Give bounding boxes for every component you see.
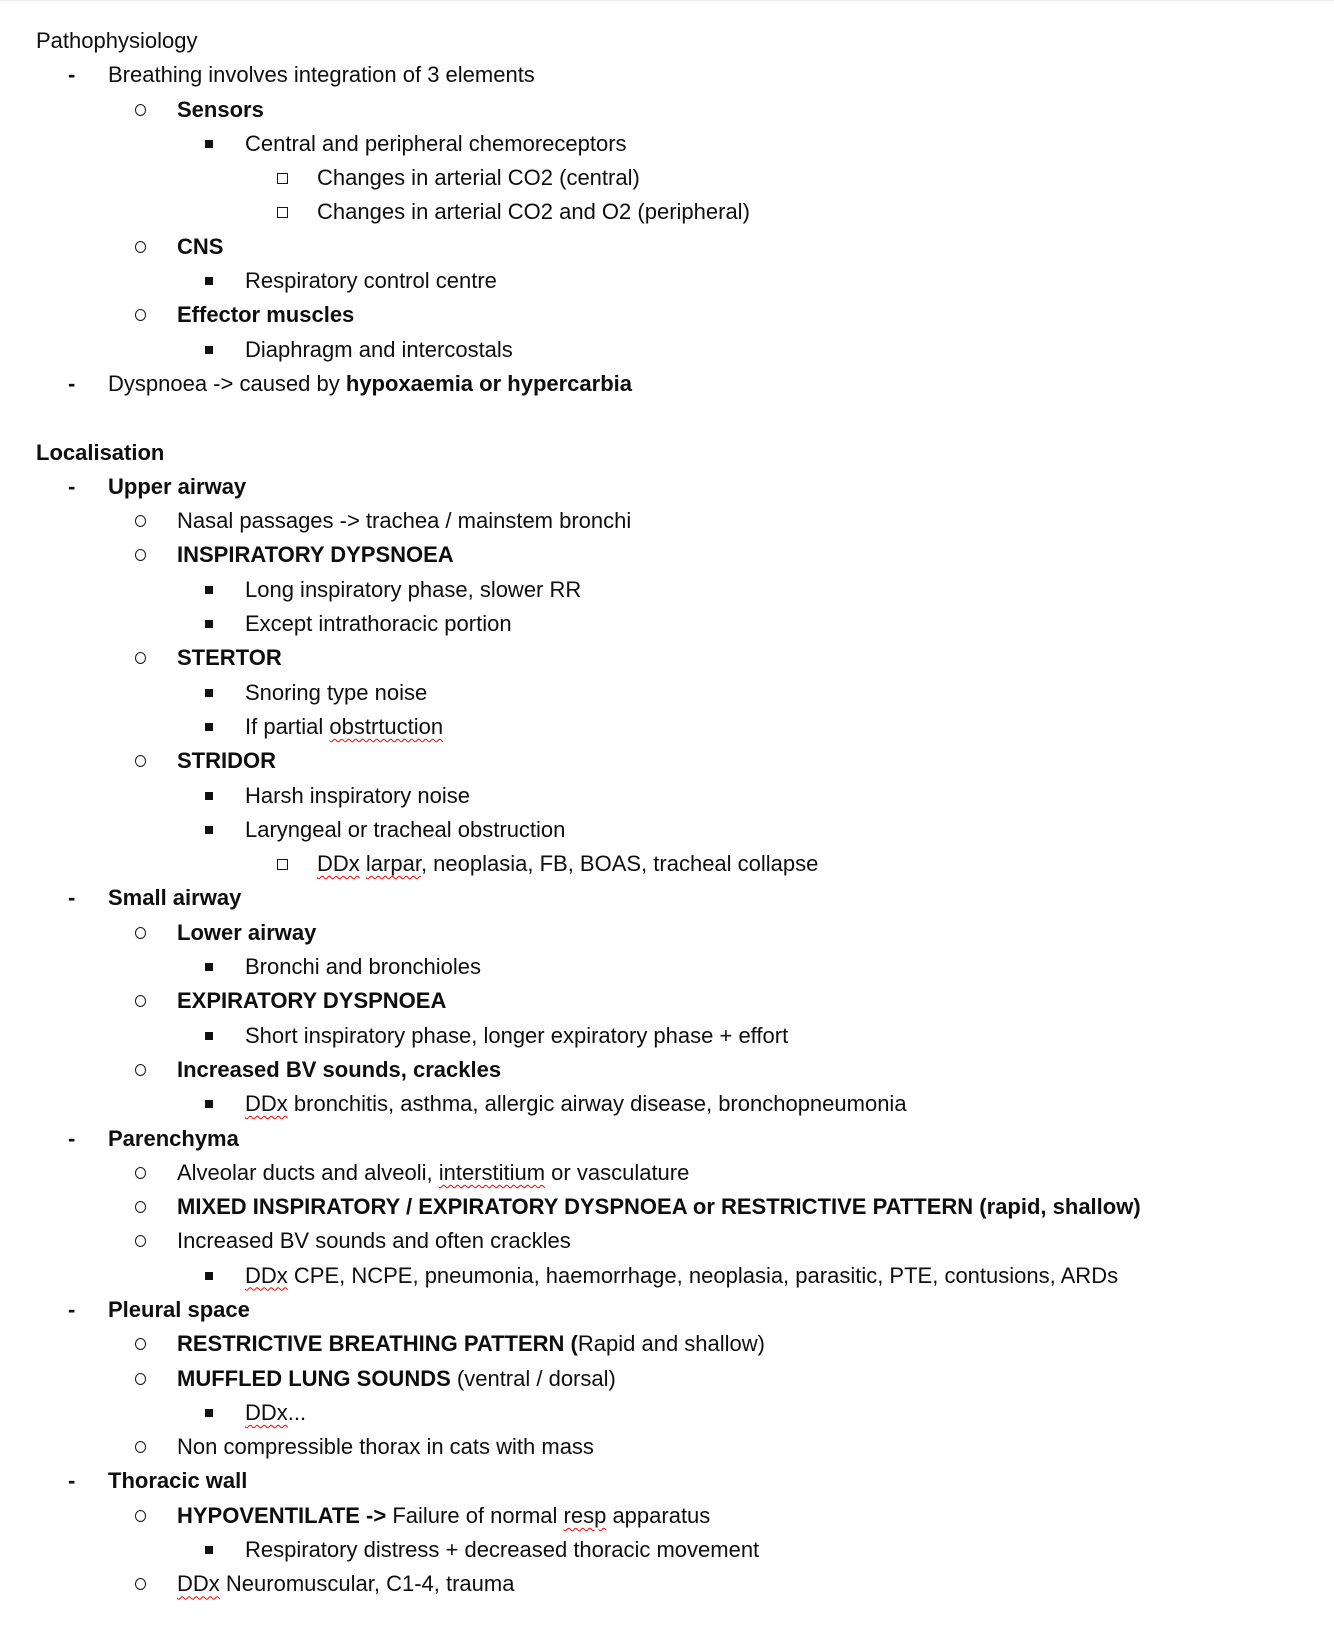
circle-bullet-icon xyxy=(135,755,146,767)
dash-bullet-icon: - xyxy=(68,473,76,499)
text-run: Bronchi and bronchioles xyxy=(245,954,482,980)
text-run: Upper airway xyxy=(108,473,247,499)
circle-bullet-icon xyxy=(135,1441,146,1453)
text-run: STRIDOR xyxy=(177,748,276,774)
document-line xyxy=(0,1087,1334,1121)
document-line xyxy=(0,847,1334,881)
hollow-square-bullet-icon xyxy=(277,173,288,184)
text-run: Nasal passages -> trachea / mainstem bronchi xyxy=(177,508,632,534)
document-line xyxy=(0,230,1334,264)
circle-bullet-icon xyxy=(135,1578,146,1590)
document-body[interactable] xyxy=(0,24,1334,1602)
document-line xyxy=(0,298,1334,332)
text-run: DDx xyxy=(245,1262,288,1288)
text-run: Rapid and shallow) xyxy=(577,1331,765,1357)
circle-bullet-icon xyxy=(135,1338,146,1350)
dash-bullet-icon: - xyxy=(68,1296,76,1322)
circle-bullet-icon xyxy=(135,1064,146,1076)
text-run: DDx xyxy=(245,1399,288,1425)
text-run: DDx xyxy=(317,851,360,877)
circle-bullet-icon xyxy=(135,652,146,664)
document-line xyxy=(0,1293,1334,1327)
document-line xyxy=(0,264,1334,298)
circle-bullet-icon xyxy=(135,1167,146,1179)
text-run: larpar xyxy=(365,851,421,877)
text-run: RESTRICTIVE BREATHING PATTERN ( xyxy=(177,1331,578,1357)
text-run: obstrtuction xyxy=(329,713,444,739)
document-line xyxy=(0,607,1334,641)
text-run: Diaphragm and intercostals xyxy=(245,336,513,362)
circle-bullet-icon xyxy=(135,1201,146,1213)
document-line xyxy=(0,1053,1334,1087)
text-run: MIXED INSPIRATORY / EXPIRATORY DYSPNOEA or RESTRICTIVE PATTERN (rapid, shallow) xyxy=(177,1194,1141,1220)
document-line xyxy=(0,1259,1334,1293)
document-line xyxy=(0,881,1334,915)
circle-bullet-icon xyxy=(135,1235,146,1247)
text-run: Short inspiratory phase, longer expiratory phase + effort xyxy=(245,1022,789,1048)
document-line xyxy=(0,504,1334,538)
document-line xyxy=(0,916,1334,950)
square-bullet-icon xyxy=(205,1272,213,1280)
text-run: STERTOR xyxy=(177,645,282,671)
text-run: Snoring type noise xyxy=(245,679,428,705)
dash-bullet-icon: - xyxy=(68,370,76,396)
blank-line xyxy=(0,401,1334,435)
text-run: Alveolar ducts and alveoli, xyxy=(177,1159,439,1185)
dash-bullet-icon: - xyxy=(68,1468,76,1494)
text-run: Except intrathoracic portion xyxy=(245,611,512,637)
text-run: Harsh inspiratory noise xyxy=(245,782,470,808)
text-run: or vasculature xyxy=(545,1159,690,1185)
text-run: Laryngeal or tracheal obstruction xyxy=(245,816,566,842)
text-run: Non compressible thorax in cats with mass xyxy=(177,1434,594,1460)
document-line xyxy=(0,436,1334,470)
document-line xyxy=(0,24,1334,58)
text-run: Lower airway xyxy=(177,919,317,945)
text-run: Localisation xyxy=(36,439,165,465)
document-line xyxy=(0,1499,1334,1533)
dash-bullet-icon: - xyxy=(68,62,76,88)
text-run: (ventral / dorsal) xyxy=(456,1365,616,1391)
circle-bullet-icon xyxy=(135,549,146,561)
document-line xyxy=(0,1464,1334,1498)
text-run: Respiratory distress + decreased thoracic movement xyxy=(245,1537,760,1563)
text-run: EXPIRATORY DYSPNOEA xyxy=(177,988,447,1014)
circle-bullet-icon xyxy=(135,309,146,321)
text-run: HYPOVENTILATE -> xyxy=(177,1502,387,1528)
square-bullet-icon xyxy=(205,963,213,971)
text-run: Parenchyma xyxy=(108,1125,239,1151)
circle-bullet-icon xyxy=(135,241,146,253)
square-bullet-icon xyxy=(205,620,213,628)
document-line xyxy=(0,127,1334,161)
document-line xyxy=(0,1019,1334,1053)
text-run: MUFFLED LUNG SOUNDS xyxy=(177,1365,457,1391)
document-line xyxy=(0,93,1334,127)
square-bullet-icon xyxy=(205,826,213,834)
document-page[interactable] xyxy=(0,4,1334,1602)
document-line xyxy=(0,1122,1334,1156)
circle-bullet-icon xyxy=(135,995,146,1007)
document-line xyxy=(0,333,1334,367)
document-line xyxy=(0,1190,1334,1224)
document-line xyxy=(0,195,1334,229)
square-bullet-icon xyxy=(205,586,213,594)
text-run: Central and peripheral chemoreceptors xyxy=(245,130,627,156)
circle-bullet-icon xyxy=(135,1373,146,1385)
document-line xyxy=(0,1327,1334,1361)
text-run: DDx xyxy=(177,1571,220,1597)
document-line xyxy=(0,744,1334,778)
text-run: DDx xyxy=(245,1091,288,1117)
document-line xyxy=(0,58,1334,92)
document-line xyxy=(0,1224,1334,1258)
text-run: If partial xyxy=(245,713,330,739)
circle-bullet-icon xyxy=(135,104,146,116)
square-bullet-icon xyxy=(205,346,213,354)
text-run: Pathophysiology xyxy=(36,28,198,53)
document-line xyxy=(0,573,1334,607)
text-run: Dyspnoea -> caused by xyxy=(108,370,346,396)
document-line xyxy=(0,161,1334,195)
square-bullet-icon xyxy=(205,1546,213,1554)
document-line xyxy=(0,1362,1334,1396)
text-run: Pleural space xyxy=(108,1296,250,1322)
square-bullet-icon xyxy=(205,277,213,285)
square-bullet-icon xyxy=(205,140,213,148)
circle-bullet-icon xyxy=(135,515,146,527)
document-line xyxy=(0,950,1334,984)
hollow-square-bullet-icon xyxy=(277,207,288,218)
document-line xyxy=(0,1396,1334,1430)
document-line xyxy=(0,641,1334,675)
document-line xyxy=(0,538,1334,572)
text-run: ... xyxy=(287,1399,307,1425)
document-line xyxy=(0,1533,1334,1567)
text-run: CPE, NCPE, pneumonia, haemorrhage, neoplasia, parasitic, PTE, contusions, ARDs xyxy=(287,1262,1119,1288)
text-run: Long inspiratory phase, slower RR xyxy=(245,576,582,602)
text-run: interstitium xyxy=(438,1159,546,1185)
square-bullet-icon xyxy=(205,689,213,697)
text-run: apparatus xyxy=(606,1502,711,1528)
text-run: Sensors xyxy=(177,96,264,122)
square-bullet-icon xyxy=(205,1032,213,1040)
dash-bullet-icon: - xyxy=(68,885,76,911)
document-line xyxy=(0,470,1334,504)
text-run: resp xyxy=(563,1502,607,1528)
square-bullet-icon xyxy=(205,1100,213,1108)
text-run: Changes in arterial CO2 and O2 (peripheral) xyxy=(317,199,750,225)
text-run: Neuromuscular, C1-4, trauma xyxy=(219,1571,515,1597)
text-run: bronchitis, asthma, allergic airway disease, bronchopneumonia xyxy=(287,1091,907,1117)
document-line xyxy=(0,779,1334,813)
document-line xyxy=(0,1430,1334,1464)
text-run: Breathing involves integration of 3 elements xyxy=(108,62,535,88)
circle-bullet-icon xyxy=(135,1510,146,1522)
text-run: Thoracic wall xyxy=(108,1468,248,1494)
document-line xyxy=(0,1156,1334,1190)
document-line xyxy=(0,984,1334,1018)
document-line xyxy=(0,1567,1334,1601)
document-line xyxy=(0,710,1334,744)
text-run: Increased BV sounds, crackles xyxy=(177,1056,502,1082)
document-line xyxy=(0,676,1334,710)
text-run: , neoplasia, FB, BOAS, tracheal collapse xyxy=(420,851,819,877)
text-run: Failure of normal xyxy=(386,1502,564,1528)
square-bullet-icon xyxy=(205,792,213,800)
text-run: INSPIRATORY DYPSNOEA xyxy=(177,542,454,568)
text-run: Respiratory control centre xyxy=(245,268,497,294)
text-run: Changes in arterial CO2 (central) xyxy=(317,165,640,191)
dash-bullet-icon: - xyxy=(68,1125,76,1151)
text-run: Small airway xyxy=(108,885,242,911)
text-run: hypoxaemia or hypercarbia xyxy=(345,370,632,396)
document-line xyxy=(0,367,1334,401)
document-line xyxy=(0,813,1334,847)
square-bullet-icon xyxy=(205,1409,213,1417)
circle-bullet-icon xyxy=(135,927,146,939)
text-run: CNS xyxy=(177,233,224,259)
square-bullet-icon xyxy=(205,723,213,731)
text-run: Increased BV sounds and often crackles xyxy=(177,1228,571,1254)
hollow-square-bullet-icon xyxy=(277,859,288,870)
text-run: Effector muscles xyxy=(177,302,355,328)
